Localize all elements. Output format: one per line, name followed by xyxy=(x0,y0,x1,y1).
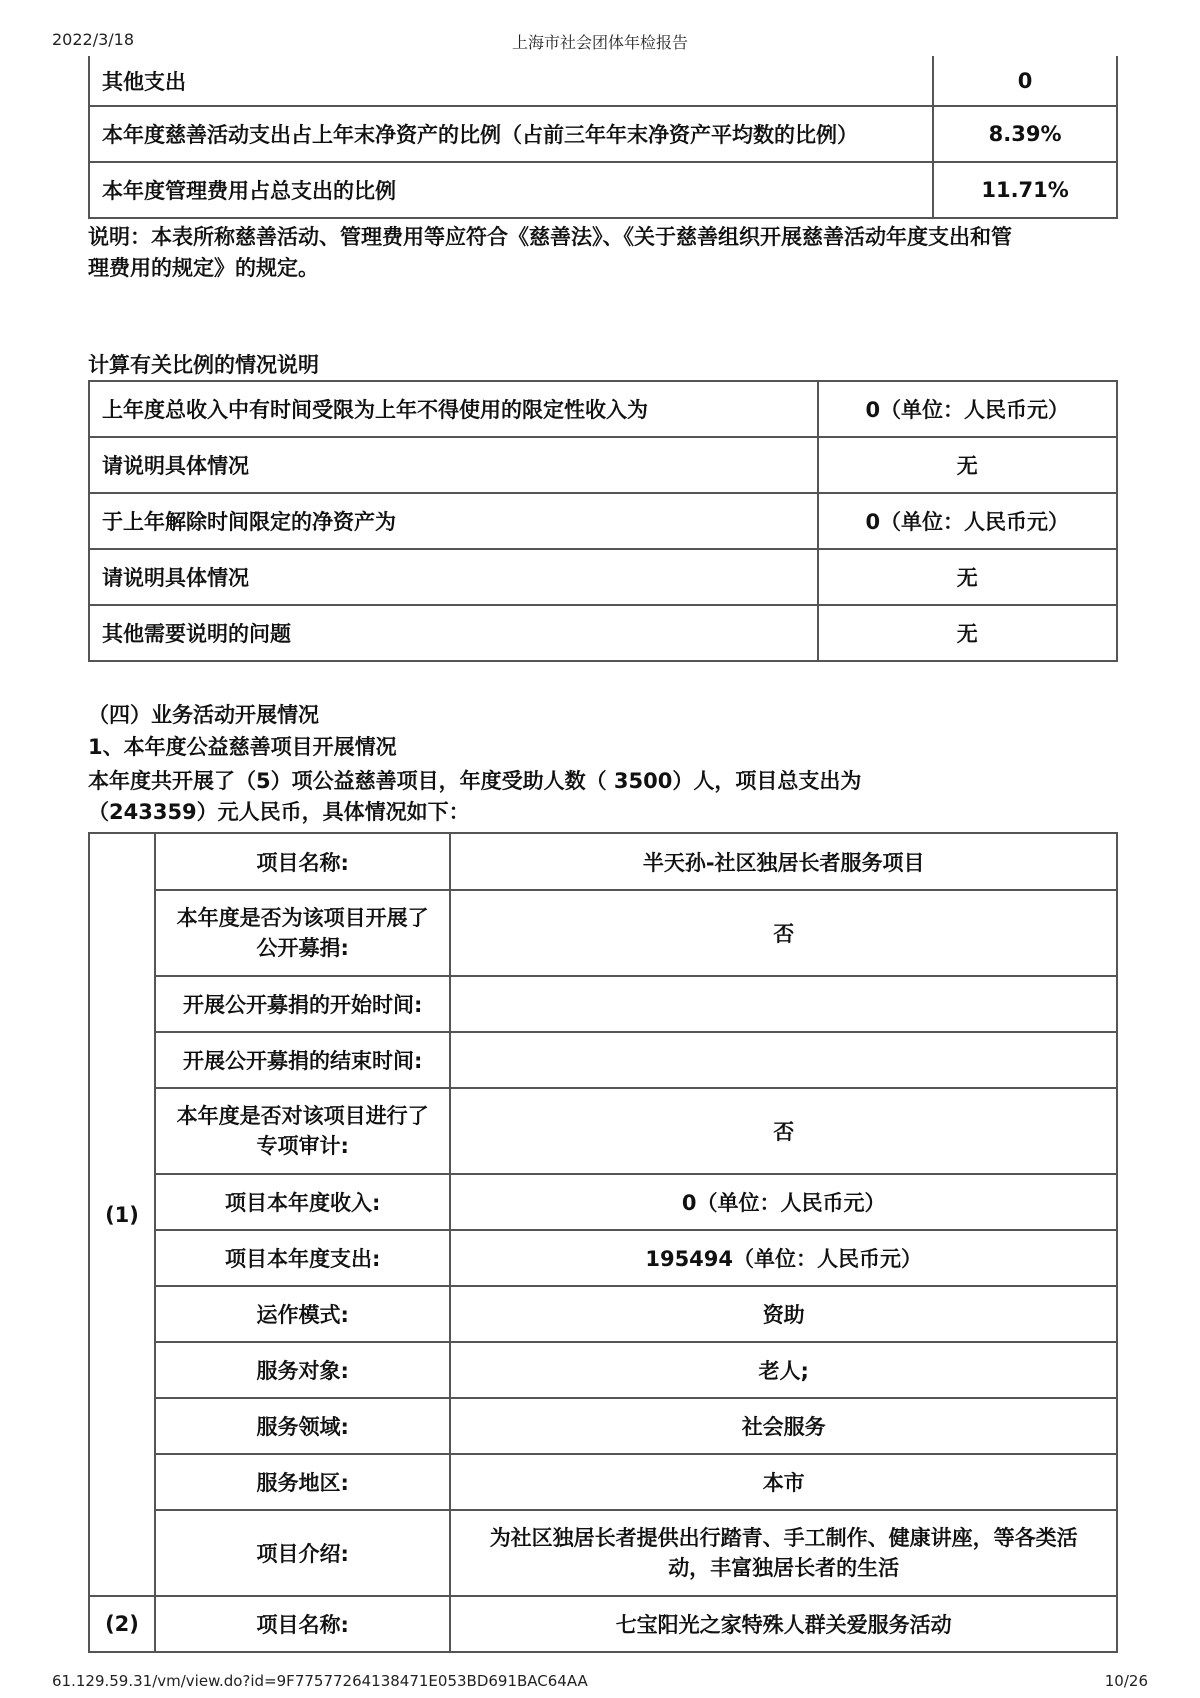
table-row xyxy=(89,1032,1117,1088)
description-line: 为社区独居长者提供出行踏青、手工制作、健康讲座，等各类活 xyxy=(489,1526,1078,1550)
table-row xyxy=(89,1286,1117,1342)
row-label: 请说明具体情况 xyxy=(89,549,818,605)
project-index: (1) xyxy=(89,833,155,1596)
project-name-value: 七宝阳光之家特殊人群关爱服务活动 xyxy=(450,1596,1117,1652)
table-note-line-1: 说明：本表所称慈善活动、管理费用等应符合《慈善法》、《关于慈善组织开展慈善活动年度支出和管 xyxy=(88,225,1012,249)
table-row xyxy=(89,890,1117,976)
section-heading-business: （四）业务活动开展情况 xyxy=(88,703,319,727)
row-label: 于上年解除时间限定的净资产为 xyxy=(89,493,818,549)
field-label-line: 本年度是否对该项目进行了 xyxy=(176,1104,429,1128)
table-row xyxy=(89,1510,1117,1596)
row-value: 11.71% xyxy=(933,162,1117,218)
charity-ratio-table xyxy=(88,56,1118,219)
projects-summary-line-2: （243359）元人民币，具体情况如下： xyxy=(88,800,470,824)
table-row xyxy=(89,1454,1117,1510)
table-row xyxy=(89,381,1117,437)
project-name-value: 半天孙-社区独居长者服务项目 xyxy=(450,833,1117,890)
field-label: 服务地区: xyxy=(155,1454,450,1510)
table-row xyxy=(89,1088,1117,1174)
project-description xyxy=(450,1510,1117,1596)
table-row xyxy=(89,1342,1117,1398)
field-label xyxy=(155,1088,450,1174)
field-label: 项目本年度收入: xyxy=(155,1174,450,1230)
project-index: (2) xyxy=(89,1596,155,1652)
field-label: 开展公开募捐的结束时间: xyxy=(155,1032,450,1088)
field-label xyxy=(155,890,450,976)
table-row xyxy=(89,106,1117,162)
print-date: 2022/3/18 xyxy=(52,30,135,49)
field-label: 开展公开募捐的开始时间: xyxy=(155,976,450,1032)
table-row xyxy=(89,833,1117,890)
field-value xyxy=(450,976,1117,1032)
row-value: 8.39% xyxy=(933,106,1117,162)
table-row xyxy=(89,56,1117,106)
projects-table xyxy=(88,832,1118,1653)
description-line: 动，丰富独居长者的生活 xyxy=(668,1556,900,1580)
row-label: 本年度慈善活动支出占上年末净资产的比例（占前三年年末净资产平均数的比例） xyxy=(89,106,933,162)
field-value: 本市 xyxy=(450,1454,1117,1510)
table-note-line-2: 理费用的规定》的规定。 xyxy=(88,256,319,280)
table-row xyxy=(89,1596,1117,1652)
field-label: 项目介绍: xyxy=(155,1510,450,1596)
field-value: 社会服务 xyxy=(450,1398,1117,1454)
section-title-calc: 计算有关比例的情况说明 xyxy=(88,353,319,377)
row-value: 无 xyxy=(818,605,1118,661)
table-row xyxy=(89,1174,1117,1230)
table-row xyxy=(89,1398,1117,1454)
table-row xyxy=(89,1230,1117,1286)
field-label: 服务对象: xyxy=(155,1342,450,1398)
row-label: 上年度总收入中有时间受限为上年不得使用的限定性收入为 xyxy=(89,381,818,437)
field-label-line: 公开募捐: xyxy=(256,936,349,960)
field-value: 否 xyxy=(450,1088,1117,1174)
field-label: 项目名称: xyxy=(155,1596,450,1652)
field-value: 资助 xyxy=(450,1286,1117,1342)
field-value: 否 xyxy=(450,890,1117,976)
field-label: 服务领域: xyxy=(155,1398,450,1454)
table-row xyxy=(89,162,1117,218)
field-value: 老人; xyxy=(450,1342,1117,1398)
row-value: 无 xyxy=(818,549,1118,605)
document-header-title: 上海市社会团体年检报告 xyxy=(511,33,688,52)
field-label: 项目本年度支出: xyxy=(155,1230,450,1286)
row-value: 0（单位：人民币元） xyxy=(818,381,1118,437)
table-row xyxy=(89,605,1117,661)
table-row xyxy=(89,493,1117,549)
row-label: 其他支出 xyxy=(89,56,933,106)
field-value: 195494（单位：人民币元） xyxy=(450,1230,1117,1286)
field-label: 运作模式: xyxy=(155,1286,450,1342)
table-row xyxy=(89,437,1117,493)
section-subheading-projects: 1、本年度公益慈善项目开展情况 xyxy=(88,735,397,759)
row-label: 请说明具体情况 xyxy=(89,437,818,493)
field-label-line: 专项审计: xyxy=(256,1134,349,1158)
field-value xyxy=(450,1032,1117,1088)
page-number: 10/26 xyxy=(1104,1672,1148,1690)
projects-summary-line-1: 本年度共开展了（5）项公益慈善项目，年度受助人数（ 3500）人，项目总支出为 xyxy=(88,769,862,793)
field-label: 项目名称: xyxy=(155,833,450,890)
table-row xyxy=(89,549,1117,605)
row-label: 本年度管理费用占总支出的比例 xyxy=(89,162,933,218)
row-value: 无 xyxy=(818,437,1118,493)
row-value: 0（单位：人民币元） xyxy=(818,493,1118,549)
row-value: 0 xyxy=(933,56,1117,106)
ratio-explanation-table xyxy=(88,380,1118,662)
field-value: 0（单位：人民币元） xyxy=(450,1174,1117,1230)
page-url: 61.129.59.31/vm/view.do?id=9F77577264138471E053BD691BAC64AA xyxy=(52,1672,588,1690)
field-label-line: 本年度是否为该项目开展了 xyxy=(176,906,429,930)
table-row xyxy=(89,976,1117,1032)
row-label: 其他需要说明的问题 xyxy=(89,605,818,661)
